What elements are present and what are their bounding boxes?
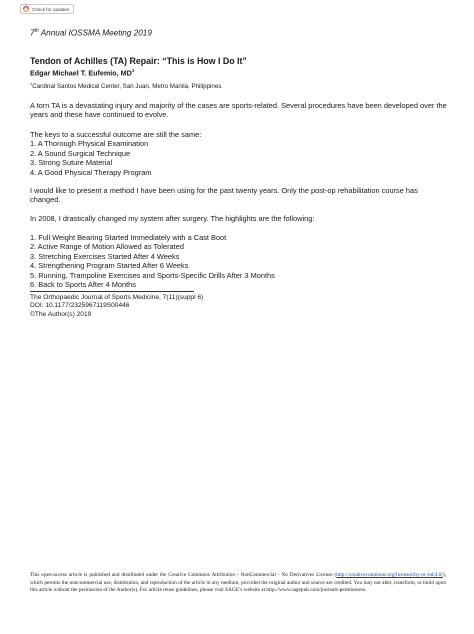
affiliation-sup: 1 <box>30 81 33 86</box>
meeting-header <box>30 28 152 38</box>
list-item: 4. A Good Physical Therapy Program <box>30 167 152 177</box>
list-item: 5. Running, Trampoline Exercises and Sports-Specific Drills After 3 Months <box>30 270 275 280</box>
meeting-ordinal: 7 <box>30 28 35 38</box>
highlights-list <box>30 233 450 289</box>
list-item: 3. Strong Suture Material <box>30 158 113 168</box>
author-line <box>30 68 134 77</box>
list-item: 3. Stretching Exercises Started After 4 Weeks <box>30 251 180 261</box>
keys-list <box>30 139 450 177</box>
author-name: Edgar Michael T. Eufemio, MD <box>30 68 132 78</box>
citation-block <box>30 294 203 319</box>
citation-journal: The Orthopaedic Journal of Sports Medicine, 7(11)(suppl 6) <box>30 294 204 301</box>
list-item: 6. Back to Sports After 4 Months <box>30 280 136 290</box>
paragraph-text: I would like to present a method I have been using for the past twenty years. Only the post-op rehabilitation course has changed. <box>30 186 418 205</box>
check-for-updates-icon <box>22 5 30 14</box>
check-for-updates-label: Check for updates <box>32 6 70 12</box>
license-notice <box>30 572 446 595</box>
paragraph-method <box>30 186 450 205</box>
paragraph-intro <box>30 101 450 120</box>
affiliation-text: Cardinal Santos Medical Center, San Juan, Metro Manila, Philippines <box>32 83 222 91</box>
footnote-divider <box>30 291 194 292</box>
list-item: 1. A Thorough Physical Examination <box>30 139 149 149</box>
license-text-2: ), which permits the noncommercial use, distribution, and reproduction of the article in any medium, provided the original author and source are credited. You may not alter, transform, or build upon this article without the permission of the Author(s). For article reuse guidelines, please visit SAGE’s website at http://www.sagepub.com/journals-permissions. <box>30 572 446 594</box>
paragraph-highlights-intro <box>30 214 450 223</box>
highlights-block <box>30 233 450 289</box>
paragraph-text: The keys to a successful outcome are still the same: <box>30 130 202 139</box>
meeting-name: Annual IOSSMA Meeting 2019 <box>38 28 152 38</box>
license-link[interactable]: http://creativecommons.org/licenses/by-nc-nd/4.0/ <box>336 572 443 578</box>
license-text-1: This open-access article is published and distributed under the Creative Commons Attribution - NonCommercial - No Derivatives License ( <box>30 572 337 578</box>
paragraph-text: In 2008, I drastically changed my system after surgery. The highlights are the following: <box>30 214 315 223</box>
citation-copyright: ©The Author(s) 2019 <box>30 310 92 318</box>
list-item: 2. Active Range of Motion Allowed as Tolerated <box>30 242 184 252</box>
author-sup: 1 <box>131 68 135 73</box>
article-title: Tendon of Achilles (TA) Repair: “This is How I Do It” <box>30 56 247 66</box>
paragraph-text: A torn TA is a devastating injury and majority of the cases are sports-related. Several procedures have been developed over the years and these have continued to evolve. <box>30 101 447 120</box>
list-item: 2. A Sound Surgical Technique <box>30 148 131 158</box>
list-item: 4. Strengthening Program Started After 6 Weeks <box>30 261 189 271</box>
paragraph-keys <box>30 130 450 177</box>
list-item: 1. Full Weight Bearing Started Immediately with a Cast Boot <box>30 233 227 242</box>
meeting-ordinal-suffix: th <box>34 28 39 34</box>
check-for-updates-badge[interactable] <box>20 4 74 14</box>
affiliation-line <box>30 81 221 90</box>
citation-doi: DOI: 10.1177/2325967119S00446 <box>30 302 130 310</box>
